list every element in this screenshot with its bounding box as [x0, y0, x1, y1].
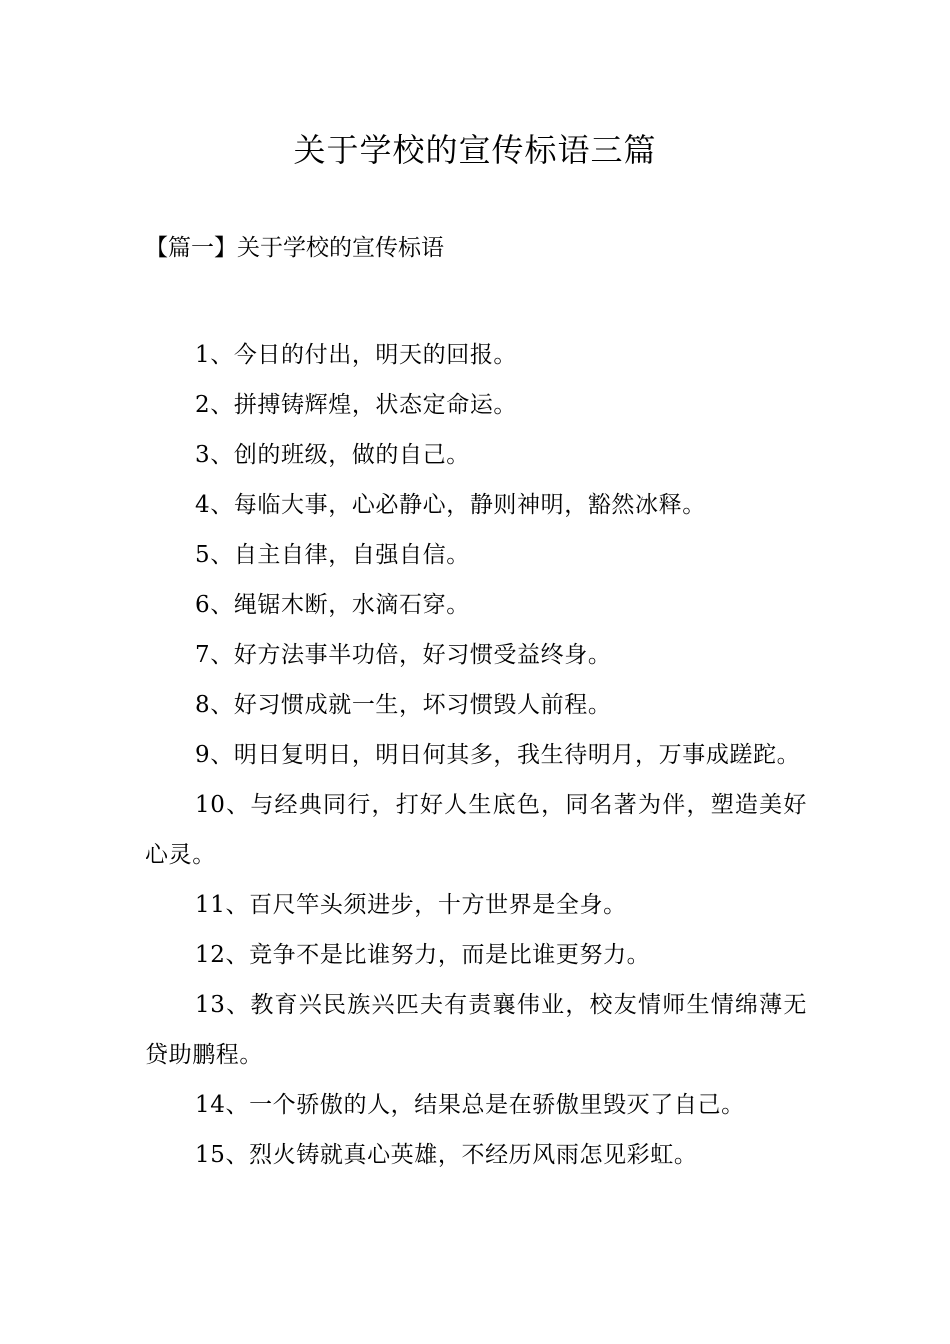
slogan-item: 7、好方法事半功倍，好习惯受益终身。 [195, 642, 612, 668]
slogan-item: 3、创的班级，做的自己。 [195, 442, 470, 468]
section-heading: 【篇一】关于学校的宣传标语 [145, 235, 444, 261]
slogan-item: 8、好习惯成就一生，坏习惯毁人前程。 [195, 692, 612, 718]
slogan-list [145, 330, 807, 1180]
slogan-item: 13、教育兴民族兴匹夫有责襄伟业，校友情师生情绵薄无贷助鹏程。 [145, 992, 807, 1068]
slogan-item: 15、烈火铸就真心英雄，不经历风雨怎见彩虹。 [195, 1142, 698, 1168]
slogan-item: 6、绳锯木断，水滴石穿。 [195, 592, 470, 618]
slogan-item: 2、拼搏铸辉煌，状态定命运。 [195, 392, 518, 418]
slogan-item: 12、竞争不是比谁努力，而是比谁更努力。 [195, 942, 651, 968]
slogan-item: 1、今日的付出，明天的回报。 [195, 342, 518, 368]
slogan-item: 5、自主自律，自强自信。 [195, 542, 470, 568]
slogan-item: 11、百尺竿头须进步，十方世界是全身。 [195, 892, 627, 918]
slogan-item: 4、每临大事，心必静心，静则神明，豁然冰释。 [195, 492, 706, 518]
slogan-item: 14、一个骄傲的人，结果总是在骄傲里毁灭了自己。 [195, 1092, 745, 1118]
slogan-item: 10、与经典同行，打好人生底色，同名著为伴，塑造美好心灵。 [145, 792, 807, 868]
document-title: 关于学校的宣传标语三篇 [293, 131, 657, 169]
slogan-item: 9、明日复明日，明日何其多，我生待明月，万事成蹉跎。 [195, 742, 801, 768]
